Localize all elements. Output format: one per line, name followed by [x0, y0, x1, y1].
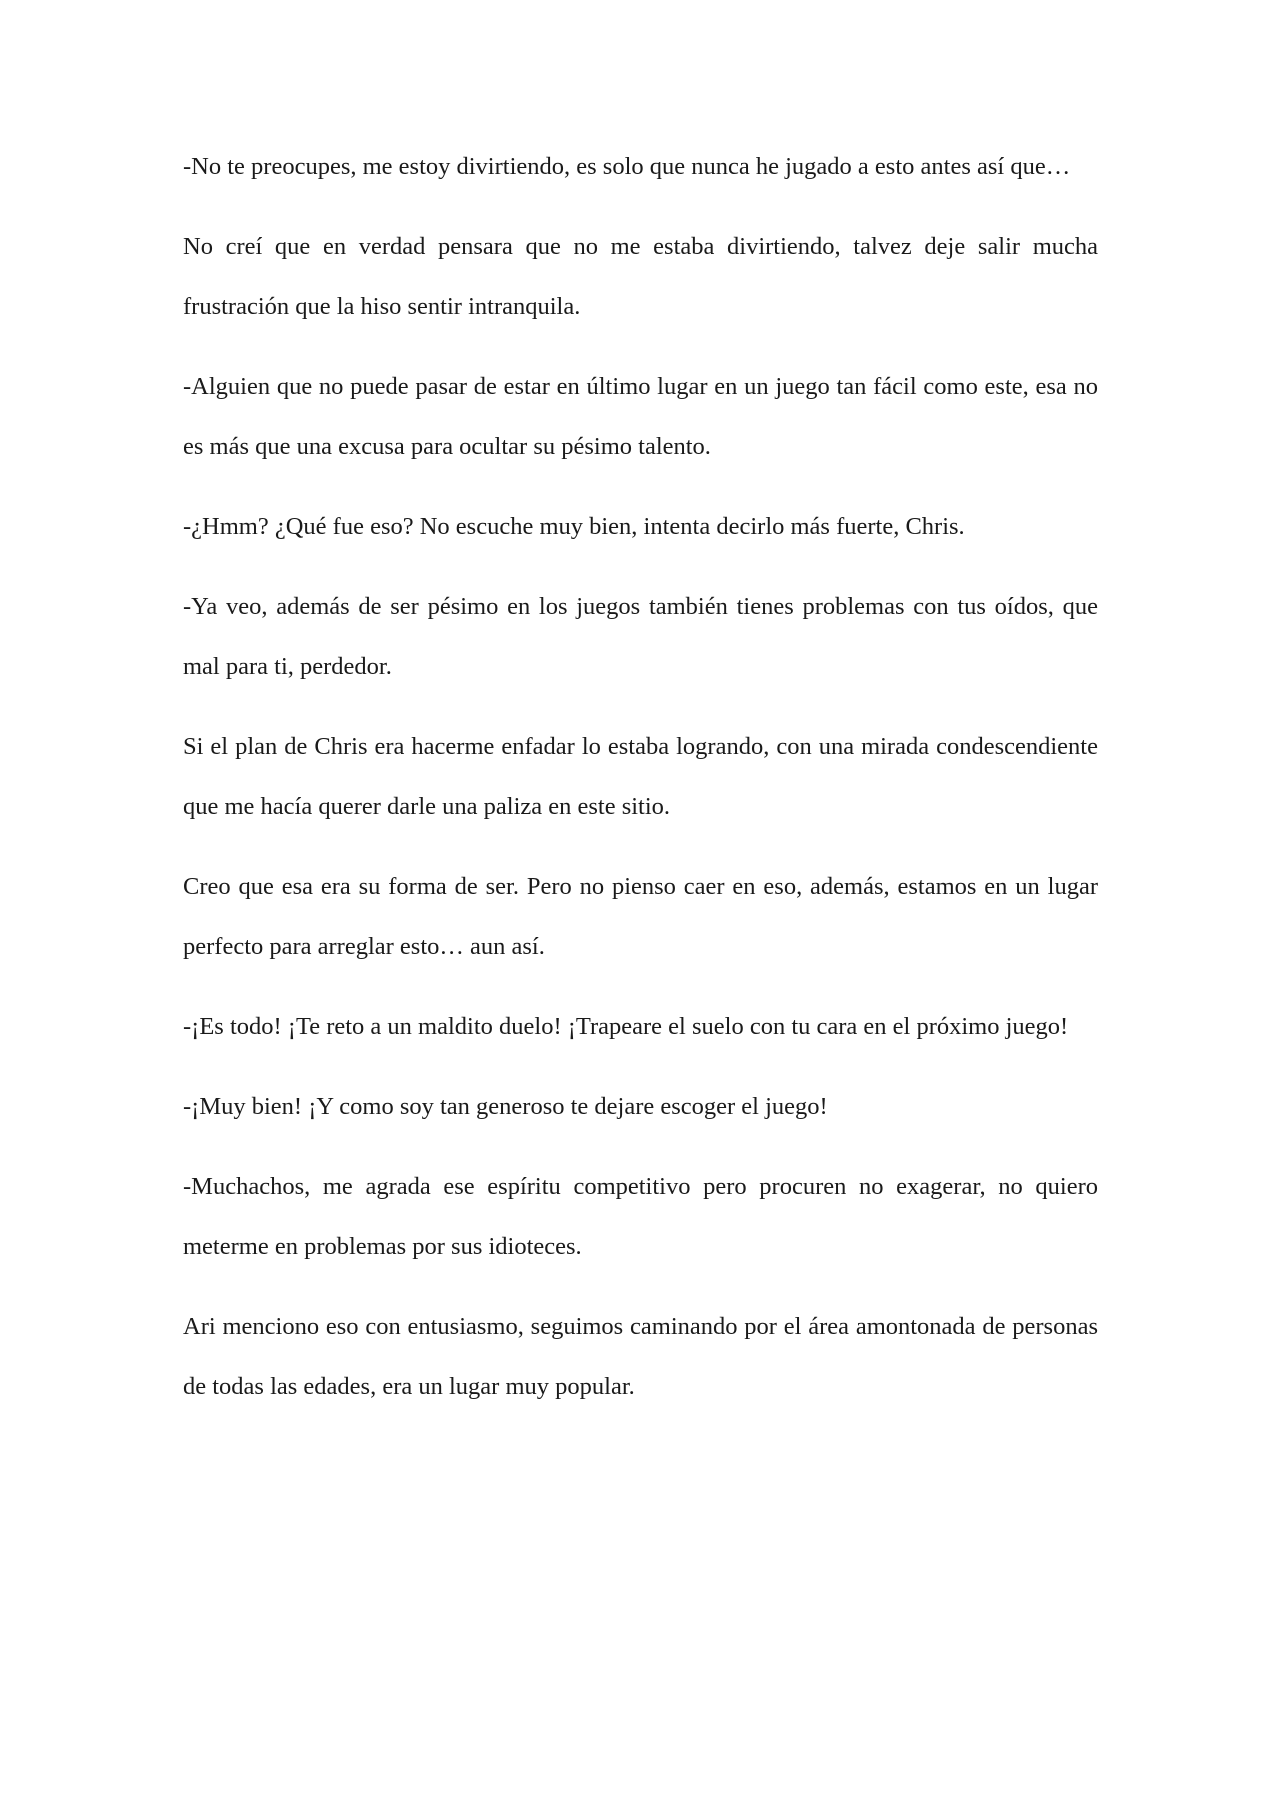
- paragraph-7: Creo que esa era su forma de ser. Pero no pienso caer en eso, además, estamos en un lugar perfecto para arreglar esto… aun así.: [183, 873, 1098, 960]
- paragraph-4: -¿Hmm? ¿Qué fue eso? No escuche muy bien, intenta decirlo más fuerte, Chris.: [183, 513, 965, 540]
- paragraph-10: -Muchachos, me agrada ese espíritu competitivo pero procuren no exagerar, no quiero meterme en problemas por sus idioteces.: [183, 1173, 1098, 1260]
- paragraph-9: -¡Muy bien! ¡Y como soy tan generoso te dejare escoger el juego!: [183, 1093, 828, 1120]
- paragraph-2: No creí que en verdad pensara que no me estaba divirtiendo, talvez deje salir mucha frustración que la hiso sentir intranquila.: [183, 233, 1098, 320]
- paragraph-8: -¡Es todo! ¡Te reto a un maldito duelo! ¡Trapeare el suelo con tu cara en el próximo juego!: [183, 1013, 1069, 1040]
- paragraph-11: Ari menciono eso con entusiasmo, seguimos caminando por el área amontonada de personas de todas las edades, era un lugar muy popular.: [183, 1313, 1098, 1400]
- paragraph-5: -Ya veo, además de ser pésimo en los juegos también tienes problemas con tus oídos, que mal para ti, perdedor.: [183, 593, 1098, 680]
- paragraph-1: -No te preocupes, me estoy divirtiendo, es solo que nunca he jugado a esto antes así que…: [183, 153, 1071, 180]
- paragraph-3: -Alguien que no puede pasar de estar en último lugar en un juego tan fácil como este, esa no es más que una excusa para ocultar su pésimo talento.: [183, 373, 1098, 460]
- paragraph-6: Si el plan de Chris era hacerme enfadar lo estaba logrando, con una mirada condescendiente que me hacía querer darle una paliza en este sitio.: [183, 733, 1098, 820]
- document-body: [183, 137, 1098, 1437]
